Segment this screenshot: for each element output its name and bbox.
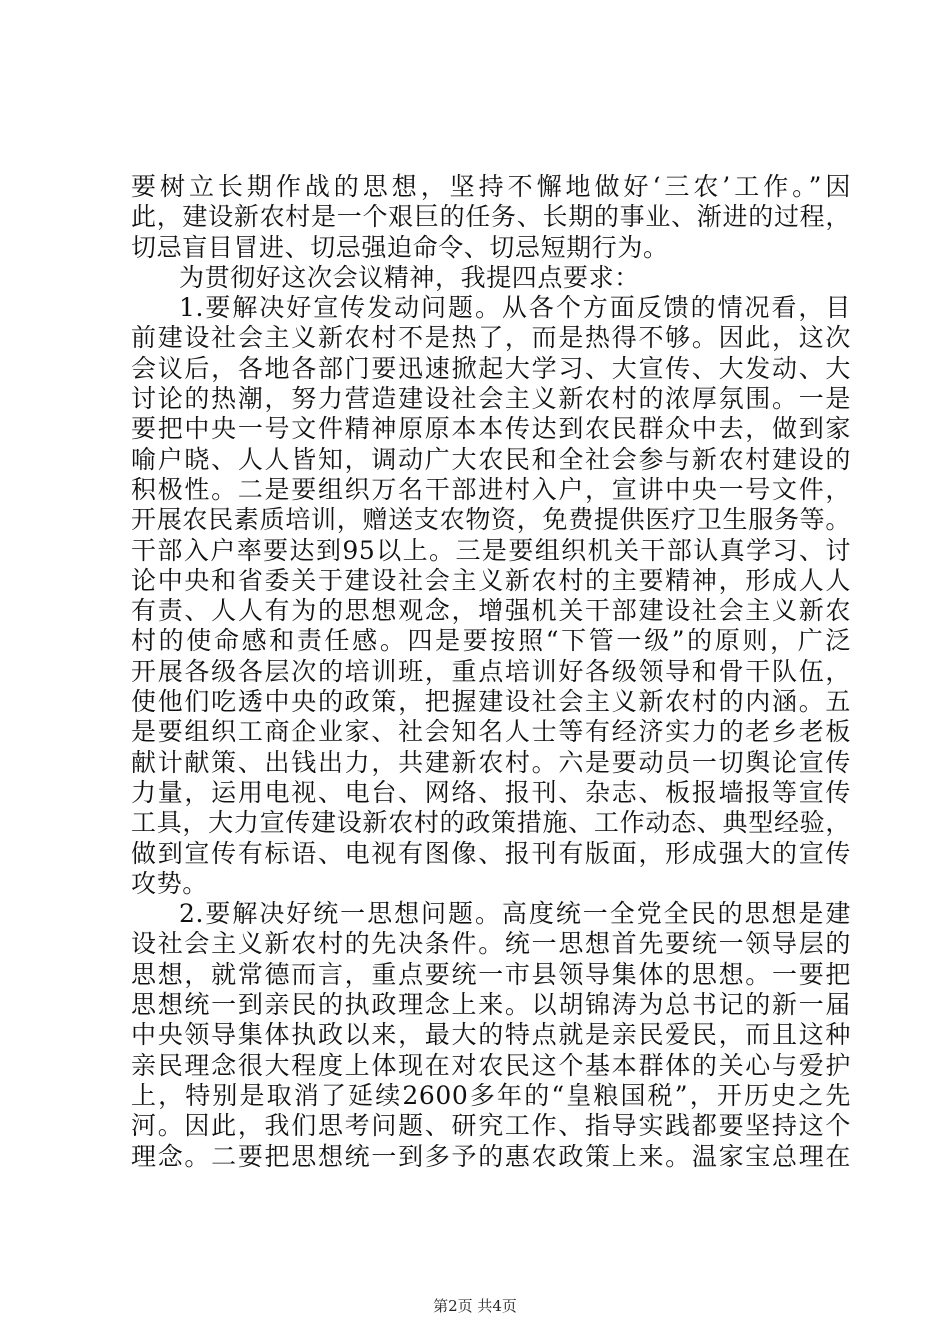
text-line: 上，特别是取消了延续2600多年的“皇粮国税”，开历史之先	[131, 1080, 851, 1110]
text-line: 积极性。二是要组织万名干部进村入户，宣讲中央一号文件，	[131, 474, 851, 504]
text-line: 使他们吃透中央的政策，把握建设社会主义新农村的内涵。五	[131, 687, 851, 717]
text-line: 思想，就常德而言，重点要统一市县领导集体的思想。一要把	[131, 959, 851, 989]
text-line: 中央领导集体执政以来，最大的特点就是亲民爱民，而且这种	[131, 1020, 851, 1050]
text-line: 村的使命感和责任感。四是要按照“下管一级”的原则，广泛	[131, 626, 851, 656]
text-line: 做到宣传有标语、电视有图像、报刊有版面，形成强大的宣传	[131, 838, 851, 868]
text-line: 2.要解决好统一思想问题。高度统一全党全民的思想是建	[179, 899, 851, 929]
text-line: 讨论的热潮，努力营造建设社会主义新农村的浓厚氛围。一是	[131, 384, 851, 414]
text-line: 开展各级各层次的培训班，重点培训好各级领导和骨干队伍，	[131, 656, 851, 686]
text-line: 要树立长期作战的思想，坚持不懈地做好‘三农’工作。”因	[131, 172, 851, 201]
text-line: 前建设社会主义新农村不是热了，而是热得不够。因此，这次	[131, 323, 851, 353]
text-line: 亲民理念很大程度上体现在对农民这个基本群体的关心与爱护	[131, 1050, 851, 1080]
text-line: 是要组织工商企业家、社会知名人士等有经济实力的老乡老板	[131, 717, 851, 747]
body-text	[131, 172, 851, 1172]
text-line: 工具，大力宣传建设新农村的政策措施、工作动态、典型经验，	[131, 808, 851, 838]
text-line: 有责、人人有为的思想观念，增强机关干部建设社会主义新农	[131, 596, 851, 626]
text-line: 论中央和省委关于建设社会主义新农村的主要精神，形成人人	[131, 565, 851, 595]
text-line: 设社会主义新农村的先决条件。统一思想首先要统一领导层的	[131, 929, 851, 959]
text-line: 河。因此，我们思考问题、研究工作、指导实践都要坚持这个	[131, 1111, 851, 1141]
text-line: 理念。二要把思想统一到多予的惠农政策上来。温家宝总理在	[131, 1141, 851, 1171]
page-number: 第2页 共4页	[433, 1297, 517, 1315]
text-line: 思想统一到亲民的执政理念上来。以胡锦涛为总书记的新一届	[131, 990, 851, 1020]
text-line: 力量，运用电视、电台、网络、报刊、杂志、板报墙报等宣传	[131, 777, 851, 807]
text-line: 为贯彻好这次会议精神，我提四点要求：	[179, 262, 640, 292]
text-line: 切忌盲目冒进、切忌强迫命令、切忌短期行为。	[131, 232, 669, 262]
text-line: 此，建设新农村是一个艰巨的任务、长期的事业、渐进的过程，	[131, 202, 851, 232]
text-line: 喻户晓、人人皆知，调动广大农民和全社会参与新农村建设的	[131, 444, 851, 474]
text-line: 要把中央一号文件精神原原本本传达到农民群众中去，做到家	[131, 414, 851, 444]
page-footer	[0, 1296, 950, 1316]
text-line: 会议后，各地各部门要迅速掀起大学习、大宣传、大发动、大	[131, 353, 851, 383]
text-line: 干部入户率要达到95以上。三是要组织机关干部认真学习、讨	[131, 535, 851, 565]
text-line: 1.要解决好宣传发动问题。从各个方面反馈的情况看，目	[179, 293, 851, 323]
text-line: 攻势。	[131, 868, 208, 898]
text-line: 开展农民素质培训，赠送支农物资，免费提供医疗卫生服务等。	[131, 505, 851, 535]
text-line: 献计献策、出钱出力，共建新农村。六是要动员一切舆论宣传	[131, 747, 851, 777]
